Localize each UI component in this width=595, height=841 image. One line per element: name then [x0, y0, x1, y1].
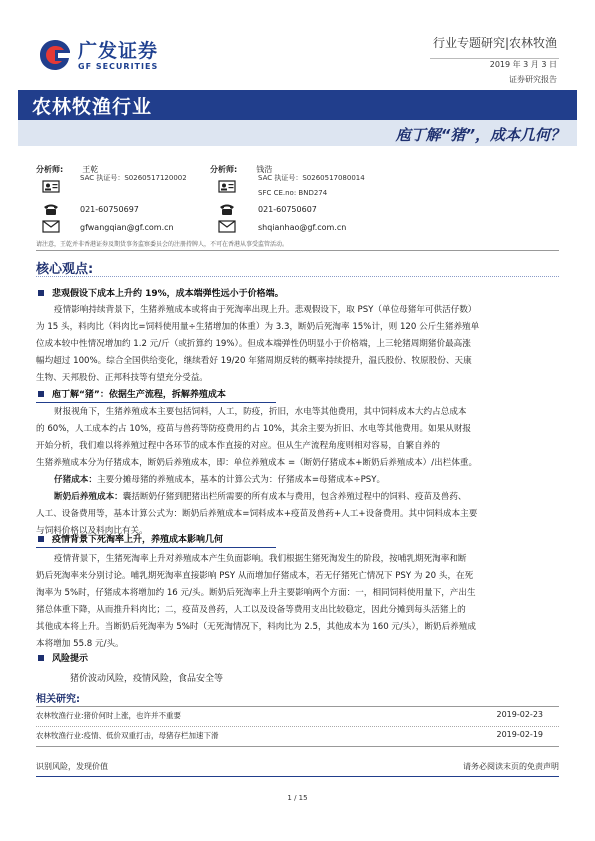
piglet-cost-text: 主要分摊母猪的养殖成本，基本的计算公式为：仔猪成本=母猪成本÷PSY。 [96, 475, 386, 485]
paragraph-line: 生猪养殖成本分为仔猪成本，断奶后养殖成本，即：单位养殖成本 =（断奶仔猪成本+断奶后养殖成本）/出栏体重。 [36, 458, 478, 468]
bullet-1-text: 悲观假设下成本上升约 19%，成本端弹性远小于价格端。 [52, 289, 284, 299]
related-research-heading: 相关研究: [36, 694, 80, 705]
paragraph-line: 猪总体重下降，从而推升料肉比；二，疫苗及兽药，人工以及设备等费用支出比较稳定，因此分摊到每头活猪上的 [36, 605, 466, 615]
footer-slogan: 识别风险，发现价值 [36, 762, 108, 771]
bullet-1 [36, 286, 559, 302]
paragraph-line: 财报视角下，生猪养殖成本主要包括饲料，人工，防疫，折旧，水电等其他费用，其中饲料成本大约占总成本 [54, 407, 467, 417]
post-weaning-cost-label: 断奶后养殖成本： [54, 492, 123, 502]
analyst-label: 分析师: [210, 165, 238, 174]
paragraph-line: 生物、天邦股份、正邦科技等有望充分受益。 [36, 373, 208, 383]
analyst-1-sac: SAC 执证号：S0260517120002 [80, 174, 187, 182]
report-category: 行业专题研究|农林牧渔 [432, 36, 557, 50]
phone-icon [42, 203, 60, 216]
footer-divider [36, 776, 559, 777]
gf-logo [38, 36, 168, 82]
paragraph-line: 本将增加 55.8 元/头。 [36, 639, 124, 649]
related-item-title[interactable]: 农林牧渔行业:猪价何时上涨，也许并不重要 [36, 711, 182, 720]
analyst-2-phone: 021-60750607 [258, 205, 317, 214]
paragraph-line: 人工、设备费用等，基本计算公式为：断奶后养殖成本=饲料成本+疫苗及兽药+人工+设备费用。其中饲料成本主要 [36, 509, 478, 519]
analyst-1-email[interactable]: gfwangqian@gf.com.cn [80, 223, 174, 232]
paragraph-line: 疫情背景下，生猪死淘率上升对养殖成本产生负面影响。我们根据生猪死淘发生的阶段，按哺乳期死淘率和断 [54, 554, 467, 564]
id-card-icon [218, 180, 236, 193]
paragraph-5 [36, 551, 559, 653]
analyst-label: 分析师: [36, 165, 64, 174]
related-item[interactable] [36, 727, 559, 745]
bullet-square-icon [38, 536, 44, 542]
section-divider [36, 250, 559, 251]
analyst-name: 王乾 [82, 165, 99, 174]
paragraph-1 [36, 302, 559, 387]
gf-logo-mark-icon [38, 38, 72, 72]
core-views-underline [36, 276, 559, 277]
analyst-1-phone: 021-60750697 [80, 205, 139, 214]
paragraph-line: 为 15 头，料肉比（料肉比=饲料使用量÷生猪增加的体重）为 3.3，断奶后死淘率 15%计，则 120 公斤生猪养殖单 [36, 322, 480, 332]
risk-text: 猪价波动风险，疫情风险，食品安全等 [70, 674, 224, 684]
bullet-4-text: 风险提示 [52, 654, 89, 664]
bullet-2-underline [36, 402, 276, 403]
footer-disclaimer-link[interactable]: 请务必阅读末页的免责声明 [463, 762, 559, 771]
paragraph-line: 疫情影响持续背景下，生猪养殖成本或将由于死淘率出现上升。悲观假设下，取 PSY（单位母猪年可供活仔数） [54, 305, 477, 315]
related-item-date: 2019-02-23 [496, 710, 543, 719]
report-title: 庖丁解“猪”，成本几何？ [395, 126, 565, 144]
bullet-2-text: 庖丁解“猪”：依据生产流程，拆解养殖成本 [52, 390, 226, 400]
analyst-2-sfc: SFC CE.no: BND274 [258, 189, 328, 197]
analyst-2-sac: SAC 执证号：S0260517080014 [258, 174, 365, 182]
paragraph-line: 其他成本将上升。当断奶后死淘率为 5%时（无死淘情况下，料肉比为 2.5，其他成本为 160 元/头），断奶后养殖成 [36, 622, 476, 632]
analyst-name: 钱浩 [256, 165, 273, 174]
paragraph-line: 淘率为 5%时，仔猪成本将增加约 16 元/头。断奶后死淘率上升主要影响两个方面：一，相同饲料使用量下，产出生 [36, 588, 476, 598]
id-card-icon [42, 180, 60, 193]
related-item-title[interactable]: 农林牧渔行业:疫情、低价双重打击，母猪存栏加速下滑 [36, 731, 219, 740]
paragraph-line: 开始分析，我们难以将养殖过程中各环节的成本作直接的对应。但从生产流程角度则相对容易，自繁自养的 [36, 441, 440, 451]
paragraph-line: 与饲料价格以及料肉比有关。 [36, 526, 148, 536]
bullet-2 [36, 387, 559, 403]
bullet-3-text: 疫情背景下死淘率上升，养殖成本影响几何 [52, 535, 224, 545]
bullet-3 [36, 532, 559, 548]
piglet-cost-label: 仔猪成本： [54, 475, 97, 485]
bullet-4 [36, 651, 559, 667]
related-item[interactable] [36, 707, 559, 725]
page-number: 1 / 15 [287, 794, 308, 802]
bullet-square-icon [38, 655, 44, 661]
paragraph-line [36, 472, 559, 489]
post-weaning-cost-text: 囊括断奶仔猪到肥猪出栏所需要的所有成本与费用，包含养殖过程中的饲料、疫苗及兽药、 [122, 492, 467, 502]
bullet-3-underline [36, 547, 276, 548]
paragraph-line [36, 489, 559, 506]
paragraph-line: 的 60%，人工成本约占 10%，疫苗与兽药等防疫费用约占 10%，其余主要为折旧、水电等其他费用。如果从财报 [36, 424, 472, 434]
report-title-bar [18, 120, 577, 146]
related-item-date: 2019-02-19 [496, 730, 543, 739]
paragraph-line: 奶后死淘率来分别讨论。哺乳期死淘率直接影响 PSY 从而增加仔猪成本，若无仔猪死亡情况下 PSY 为 20 头，在死 [36, 571, 474, 581]
paragraph-line: 幅均超过 100%。综合全国供给变化，继续看好 19/20 年猪周期反转的概率持续提升，温氏股份、牧原股份、天康 [36, 356, 472, 366]
related-divider-bottom [36, 746, 559, 747]
logo-cn-text: 广发证券 [78, 40, 159, 62]
phone-icon [218, 203, 236, 216]
header-meta [433, 34, 557, 85]
report-type: 证券研究报告 [509, 75, 557, 84]
logo-en-text: GF SECURITIES [78, 62, 159, 71]
paragraph-line: 位成本较中性情况增加约 1.2 元/斤（或折算约 19%）。但成本端弹性仍明显小于价格端，上三轮猪周期猪价最高涨 [36, 339, 471, 349]
email-icon [42, 220, 60, 233]
paragraph-2 [36, 404, 559, 540]
analyst-2-email[interactable]: shqianhao@gf.com.cn [258, 223, 347, 232]
industry-banner [18, 90, 577, 120]
industry-title: 农林牧渔行业 [32, 96, 153, 118]
bullet-square-icon [38, 290, 44, 296]
header-divider [430, 58, 559, 59]
email-icon [218, 220, 236, 233]
core-views-heading: 核心观点: [36, 262, 94, 277]
bullet-square-icon [38, 391, 44, 397]
report-date: 2019 年 3 月 3 日 [489, 60, 557, 69]
disclosure-note: 请注意，王乾并非香港证券及期货事务监察委员会的注册持牌人，不可在香港从事受监管活动。 [36, 241, 289, 248]
